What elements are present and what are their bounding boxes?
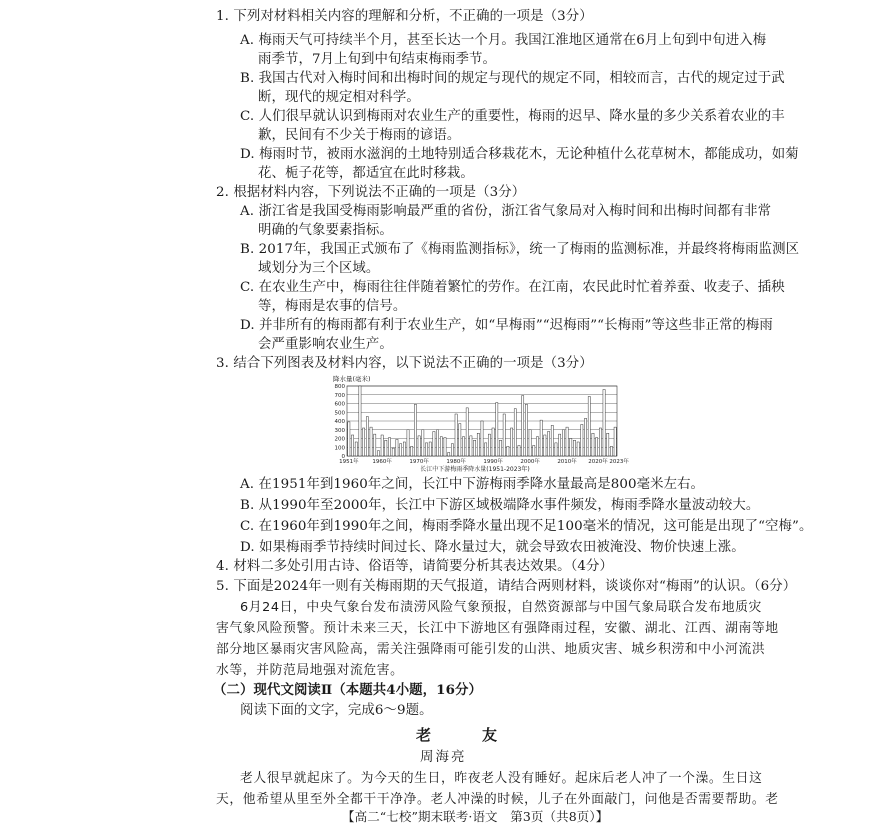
chart-bar-1998 <box>522 396 524 456</box>
chart-xtick-label: 1990年 <box>483 459 503 465</box>
chart-ylabel: 降水量(毫米) <box>333 375 371 383</box>
page-footer: 【高二“七校”期末联考·语文 第3页（共8页）】 <box>342 809 609 824</box>
chart-bar-1968 <box>411 446 413 456</box>
chart-bar-2022 <box>610 446 612 456</box>
chart-bar-2002 <box>536 437 538 456</box>
chart-bar-2016 <box>588 397 590 457</box>
q5-passage-line1: 6月24日，中央气象台发布渍涝风险气象预报，自然资源部与中国气象局联合发布地质灾 <box>240 600 762 615</box>
chart-xticks <box>339 457 629 465</box>
chart-bar-2004 <box>544 435 546 456</box>
chart-bar-1988 <box>485 443 487 456</box>
chart-xtick-label: 2010年 <box>557 459 577 465</box>
chart-bar-1992 <box>499 440 501 456</box>
q5-stem: 5. 下面是2024年一则有关梅雨期的天气报道，请结合两则材料，谈谈你对“梅雨”的认识。（6分） <box>216 579 797 594</box>
q2-option-d-line1: D. 并非所有的梅雨都有利于农业生产，如“早梅雨”“迟梅雨”“长梅雨”等这些非正常的梅雨 <box>240 318 773 333</box>
rainfall-bar-chart <box>325 372 629 474</box>
chart-xtick-label: 2020年 <box>588 459 608 465</box>
q2-stem: 2. 根据材料内容，下列说法不正确的一项是（3分） <box>216 185 526 200</box>
chart-bar-1972 <box>425 443 427 456</box>
chart-ytick-label: 100 <box>334 445 345 452</box>
chart-bar-1990 <box>492 428 494 456</box>
chart-bar-2023 <box>614 427 616 456</box>
chart-xtick-label: 1960年 <box>372 459 392 465</box>
q3-option-c: C. 在1960年到1990年之间，梅雨季降水量出现不足100毫米的情况，这可能是出现了“空梅”。 <box>240 519 813 534</box>
chart-bar-1983 <box>466 408 468 456</box>
chart-xtick-label: 1980年 <box>446 459 466 465</box>
q5-passage-line4: 水等，并防范局地强对流危害。 <box>216 663 404 678</box>
chart-bar-1996 <box>514 409 516 456</box>
q1-option-d-line1: D. 梅雨时节，被雨水滋润的土地特别适合移栽花木，无论种植什么花草树木，都能成功，如菊 <box>240 147 799 162</box>
chart-bar-2006 <box>551 425 553 456</box>
chart-bar-2012 <box>573 440 575 456</box>
chart-bar-2007 <box>555 443 557 456</box>
q2-option-a-line1: A. 浙江省是我国受梅雨影响最严重的省份，浙江省气象局对入梅时间和出梅时间都有非常 <box>240 204 772 219</box>
chart-bar-1999 <box>525 404 527 456</box>
chart-bar-1961 <box>385 440 387 456</box>
q3-stem: 3. 结合下列图表及材料内容，以下说法不正确的一项是（3分） <box>216 356 593 371</box>
chart-bar-1987 <box>481 421 483 456</box>
chart-bar-1953 <box>355 442 357 456</box>
chart-xtick-label: 1970年 <box>409 459 429 465</box>
chart-bar-1962 <box>388 438 390 456</box>
chart-bar-1979 <box>451 444 453 456</box>
chart-bar-2015 <box>584 418 586 456</box>
chart-bar-1994 <box>507 446 509 456</box>
chart-ytick-label: 200 <box>334 436 345 443</box>
q1-option-c-line1: C. 人们很早就认识到梅雨对农业生产的重要性，梅雨的迟早、降水量的多少关系着农业的丰 <box>240 109 785 124</box>
story-paragraph-line1: 老人很早就起床了。为今天的生日，昨夜老人没有睡好。起床后老人冲了一个澡。生日这 <box>240 771 763 786</box>
chart-bar-1985 <box>473 440 475 456</box>
q5-passage-line3: 部分地区暴雨灾害风险高，需关注强降雨可能引发的山洪、地质灾害、城乡积涝和中小河流洪 <box>216 642 766 657</box>
q2-option-d-line2: 会严重影响农业生产。 <box>258 337 393 352</box>
chart-bar-1973 <box>429 442 431 456</box>
chart-bar-1995 <box>510 428 512 456</box>
q2-option-c-line1: C. 在农业生产中，梅雨往往伴随着繁忙的劳作。在江南，农民此时忙着养蚕、收麦子、插秧 <box>240 280 785 295</box>
chart-bar-2018 <box>596 438 598 456</box>
chart-ytick-label: 500 <box>334 410 345 417</box>
chart-bar-2019 <box>599 428 601 456</box>
chart-bar-2005 <box>547 432 549 457</box>
chart-bar-1958 <box>374 434 376 456</box>
q2-option-b-line2: 域划分为三个区域。 <box>258 261 380 276</box>
chart-bar-2001 <box>533 446 535 457</box>
chart-bar-2009 <box>562 430 564 456</box>
q5-passage-line2: 害气象风险预警。预计未来三天，长江中下游地区有强降雨过程，安徽、湖北、江西、湖南等地 <box>216 621 779 636</box>
q2-option-a-line2: 明确的气象要素指标。 <box>258 223 393 238</box>
section2-heading: （二）现代文阅读Ⅱ（本题共4小题，16分） <box>213 682 482 698</box>
chart-bar-1963 <box>392 448 394 456</box>
chart-ytick-label: 400 <box>334 419 345 425</box>
chart-bar-1975 <box>437 430 439 456</box>
chart-bar-1977 <box>444 438 446 456</box>
chart-ytick-label: 600 <box>334 401 345 408</box>
q4-stem: 4. 材料二多处引用古诗、俗语等，请简要分析其表达效果。（4分） <box>216 559 613 574</box>
story-author: 周海亮 <box>420 749 467 765</box>
q3-option-b: B. 从1990年至2000年，长江中下游区域极端降水事件频发，梅雨季降水量波动较大。 <box>240 498 760 513</box>
chart-bar-1980 <box>455 414 457 456</box>
chart-bar-2010 <box>566 427 568 456</box>
chart-bar-2011 <box>570 439 572 457</box>
chart-bar-2013 <box>577 442 579 456</box>
chart-bar-1959 <box>377 451 379 456</box>
chart-bar-1965 <box>400 444 402 456</box>
section2-instruction: 阅读下面的文字，完成6～9题。 <box>240 703 433 718</box>
chart-bar-1993 <box>503 414 505 456</box>
chart-bar-2003 <box>540 420 542 456</box>
chart-bar-1966 <box>403 442 405 456</box>
q3-option-d: D. 如果梅雨季节持续时间过长、降水量过大，就会导致农田被淹没、物价快速上涨。 <box>240 540 745 555</box>
chart-bar-1971 <box>422 430 424 456</box>
chart-bar-1952 <box>351 435 353 456</box>
chart-bar-1989 <box>488 434 490 456</box>
chart-bar-2014 <box>581 425 583 457</box>
chart-caption: 长江中下游梅雨季降水量(1951-2023年) <box>420 466 530 473</box>
chart-bar-1957 <box>370 427 372 456</box>
chart-bar-2017 <box>592 433 594 456</box>
q1-stem: 1. 下列对材料相关内容的理解和分析，不正确的一项是（3分） <box>216 9 593 24</box>
chart-bar-1956 <box>366 417 368 456</box>
chart-bar-1974 <box>433 432 435 457</box>
q2-option-b-line1: B. 2017年，我国正式颁布了《梅雨监测指标》，统一了梅雨的监测标准，并最终将梅雨监测区 <box>240 242 800 257</box>
chart-xtick-label: 2023年 <box>609 459 629 465</box>
chart-bar-1954 <box>359 386 361 456</box>
chart-bar-1964 <box>396 439 398 456</box>
chart-bar-1982 <box>462 437 464 456</box>
chart-bar-1955 <box>363 428 365 456</box>
q1-option-b-line1: B. 我国古代对入梅时间和出梅时间的规定与现代的规定不同，相较而言，古代的规定过于武 <box>240 71 785 86</box>
story-paragraph-line2: 天，他希望从里至外全都干干净净。老人冲澡的时候，儿子在外面敲门，问他是否需要帮助。老 <box>216 792 779 807</box>
chart-ytick-label: 300 <box>334 427 345 434</box>
chart-ytick-label: 800 <box>334 384 345 390</box>
q1-option-a-line2: 雨季节，7月上旬到中旬结束梅雨季节。 <box>258 52 496 67</box>
chart-bar-1951 <box>348 422 350 456</box>
chart-bar-1976 <box>440 437 442 456</box>
chart-bar-1981 <box>459 424 461 456</box>
chart-bar-1986 <box>477 433 479 456</box>
chart-ytick-label: 700 <box>334 392 345 399</box>
chart-yticks <box>335 384 346 460</box>
chart-bar-1969 <box>414 404 416 456</box>
chart-bar-1978 <box>448 453 450 457</box>
chart-bar-2021 <box>607 433 609 456</box>
chart-bar-1960 <box>381 435 383 456</box>
chart-bar-1997 <box>518 446 520 457</box>
q1-option-a-line1: A. 梅雨天气可持续半个月，甚至长达一个月。我国江淮地区通常在6月上旬到中旬进入梅 <box>240 33 767 48</box>
chart-xtick-label: 2000年 <box>520 459 540 465</box>
chart-bar-1967 <box>407 430 409 456</box>
chart-bar-1991 <box>496 403 498 456</box>
q1-option-b-line2: 断，现代的规定相对科学。 <box>258 90 420 105</box>
chart-bar-1970 <box>418 436 420 456</box>
q1-option-c-line2: 歉，民间有不少关于梅雨的谚语。 <box>258 128 461 143</box>
chart-xtick-label: 1951年 <box>339 459 359 465</box>
q1-option-d-line2: 花、栀子花等，都适宜在此时移栽。 <box>258 166 474 181</box>
q3-option-a: A. 在1951年到1960年之间，长江中下游梅雨季降水量最高是800毫米左右。 <box>240 477 705 492</box>
story-title: 老 友 <box>416 726 516 744</box>
q2-option-c-line2: 等，梅雨是农事的信号。 <box>258 299 407 314</box>
chart-bar-1984 <box>470 436 472 456</box>
chart-ytick-label: 0 <box>341 454 345 460</box>
chart-bar-2000 <box>529 430 531 456</box>
chart-bar-2008 <box>559 434 561 456</box>
chart-bar-2020 <box>603 390 605 457</box>
